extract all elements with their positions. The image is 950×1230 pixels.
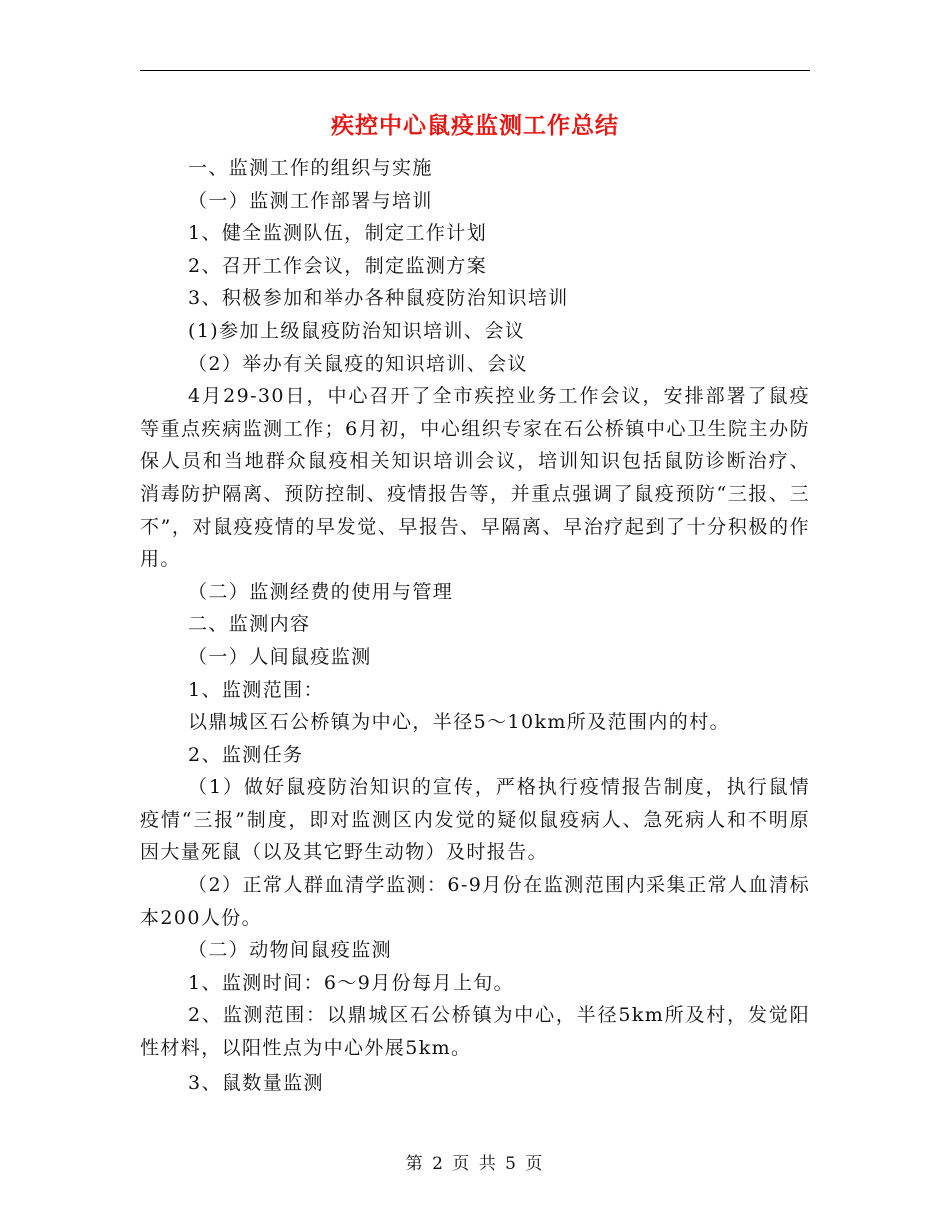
paragraph: 4月29-30日，中心召开了全市疾控业务工作会议，安排部署了鼠疫等重点疾病监测工作；6月初，中心组织专家在石公桥镇中心卫生院主办防保人员和当地群众鼠疫相关知识培训会议，培训知识包括鼠防诊断治疗、消毒防护隔离、预防控制、疫情报告等，并重点强调了鼠疫预防“三报、三不”，对鼠疫疫情的早发觉、早报告、早隔离、早治疗起到了十分积极的作用。 [140, 385, 810, 571]
paragraph: （一）监测工作部署与培训 [188, 189, 433, 212]
paragraph: （二）监测经费的使用与管理 [188, 580, 454, 603]
paragraph: 2、监测范围：以鼎城区石公桥镇为中心，半径5km所及村，发觉阳性材料，以阳性点为中心外展5km。 [140, 1004, 810, 1060]
paragraph: 3、积极参加和举办各种鼠疫防治知识培训 [188, 287, 569, 310]
paragraph: （一）人间鼠疫监测 [188, 645, 372, 668]
paragraph: （1）做好鼠疫防治知识的宣传，严格执行疫情报告制度，执行鼠情疫情“三报”制度，即对监测区内发觉的疑似鼠疫病人、急死病人和不明原因大量死鼠（以及其它野生动物）及时报告。 [140, 776, 810, 864]
paragraph: 二、监测内容 [188, 613, 311, 636]
paragraph: 3、鼠数量监测 [188, 1071, 324, 1094]
header-rule [140, 70, 810, 71]
paragraph: 2、召开工作会议，制定监测方案 [188, 254, 488, 277]
paragraph: （二）动物间鼠疫监测 [188, 939, 393, 962]
paragraph: 1、健全监测队伍，制定工作计划 [188, 222, 488, 245]
paragraph: 以鼎城区石公桥镇为中心，半径5～10km所及范围内的村。 [188, 711, 730, 734]
paragraph: （2）举办有关鼠疫的知识培训、会议 [188, 352, 528, 375]
document-title: 疾控中心鼠疫监测工作总结 [331, 112, 619, 139]
page-number: 第 2 页 共 5 页 [405, 1154, 545, 1174]
paragraph: （2）正常人群血清学监测：6-9月份在监测范围内采集正常人血清标本200人份。 [140, 874, 810, 929]
paragraph: 1、监测范围： [188, 678, 324, 701]
paragraph: 2、监测任务 [188, 743, 304, 766]
paragraph: (1)参加上级鼠疫防治知识培训、会议 [188, 319, 526, 342]
paragraph: 1、监测时间：6～9月份每月上旬。 [188, 971, 515, 994]
paragraph: 一、监测工作的组织与实施 [188, 157, 433, 179]
document-body [140, 152, 810, 1099]
